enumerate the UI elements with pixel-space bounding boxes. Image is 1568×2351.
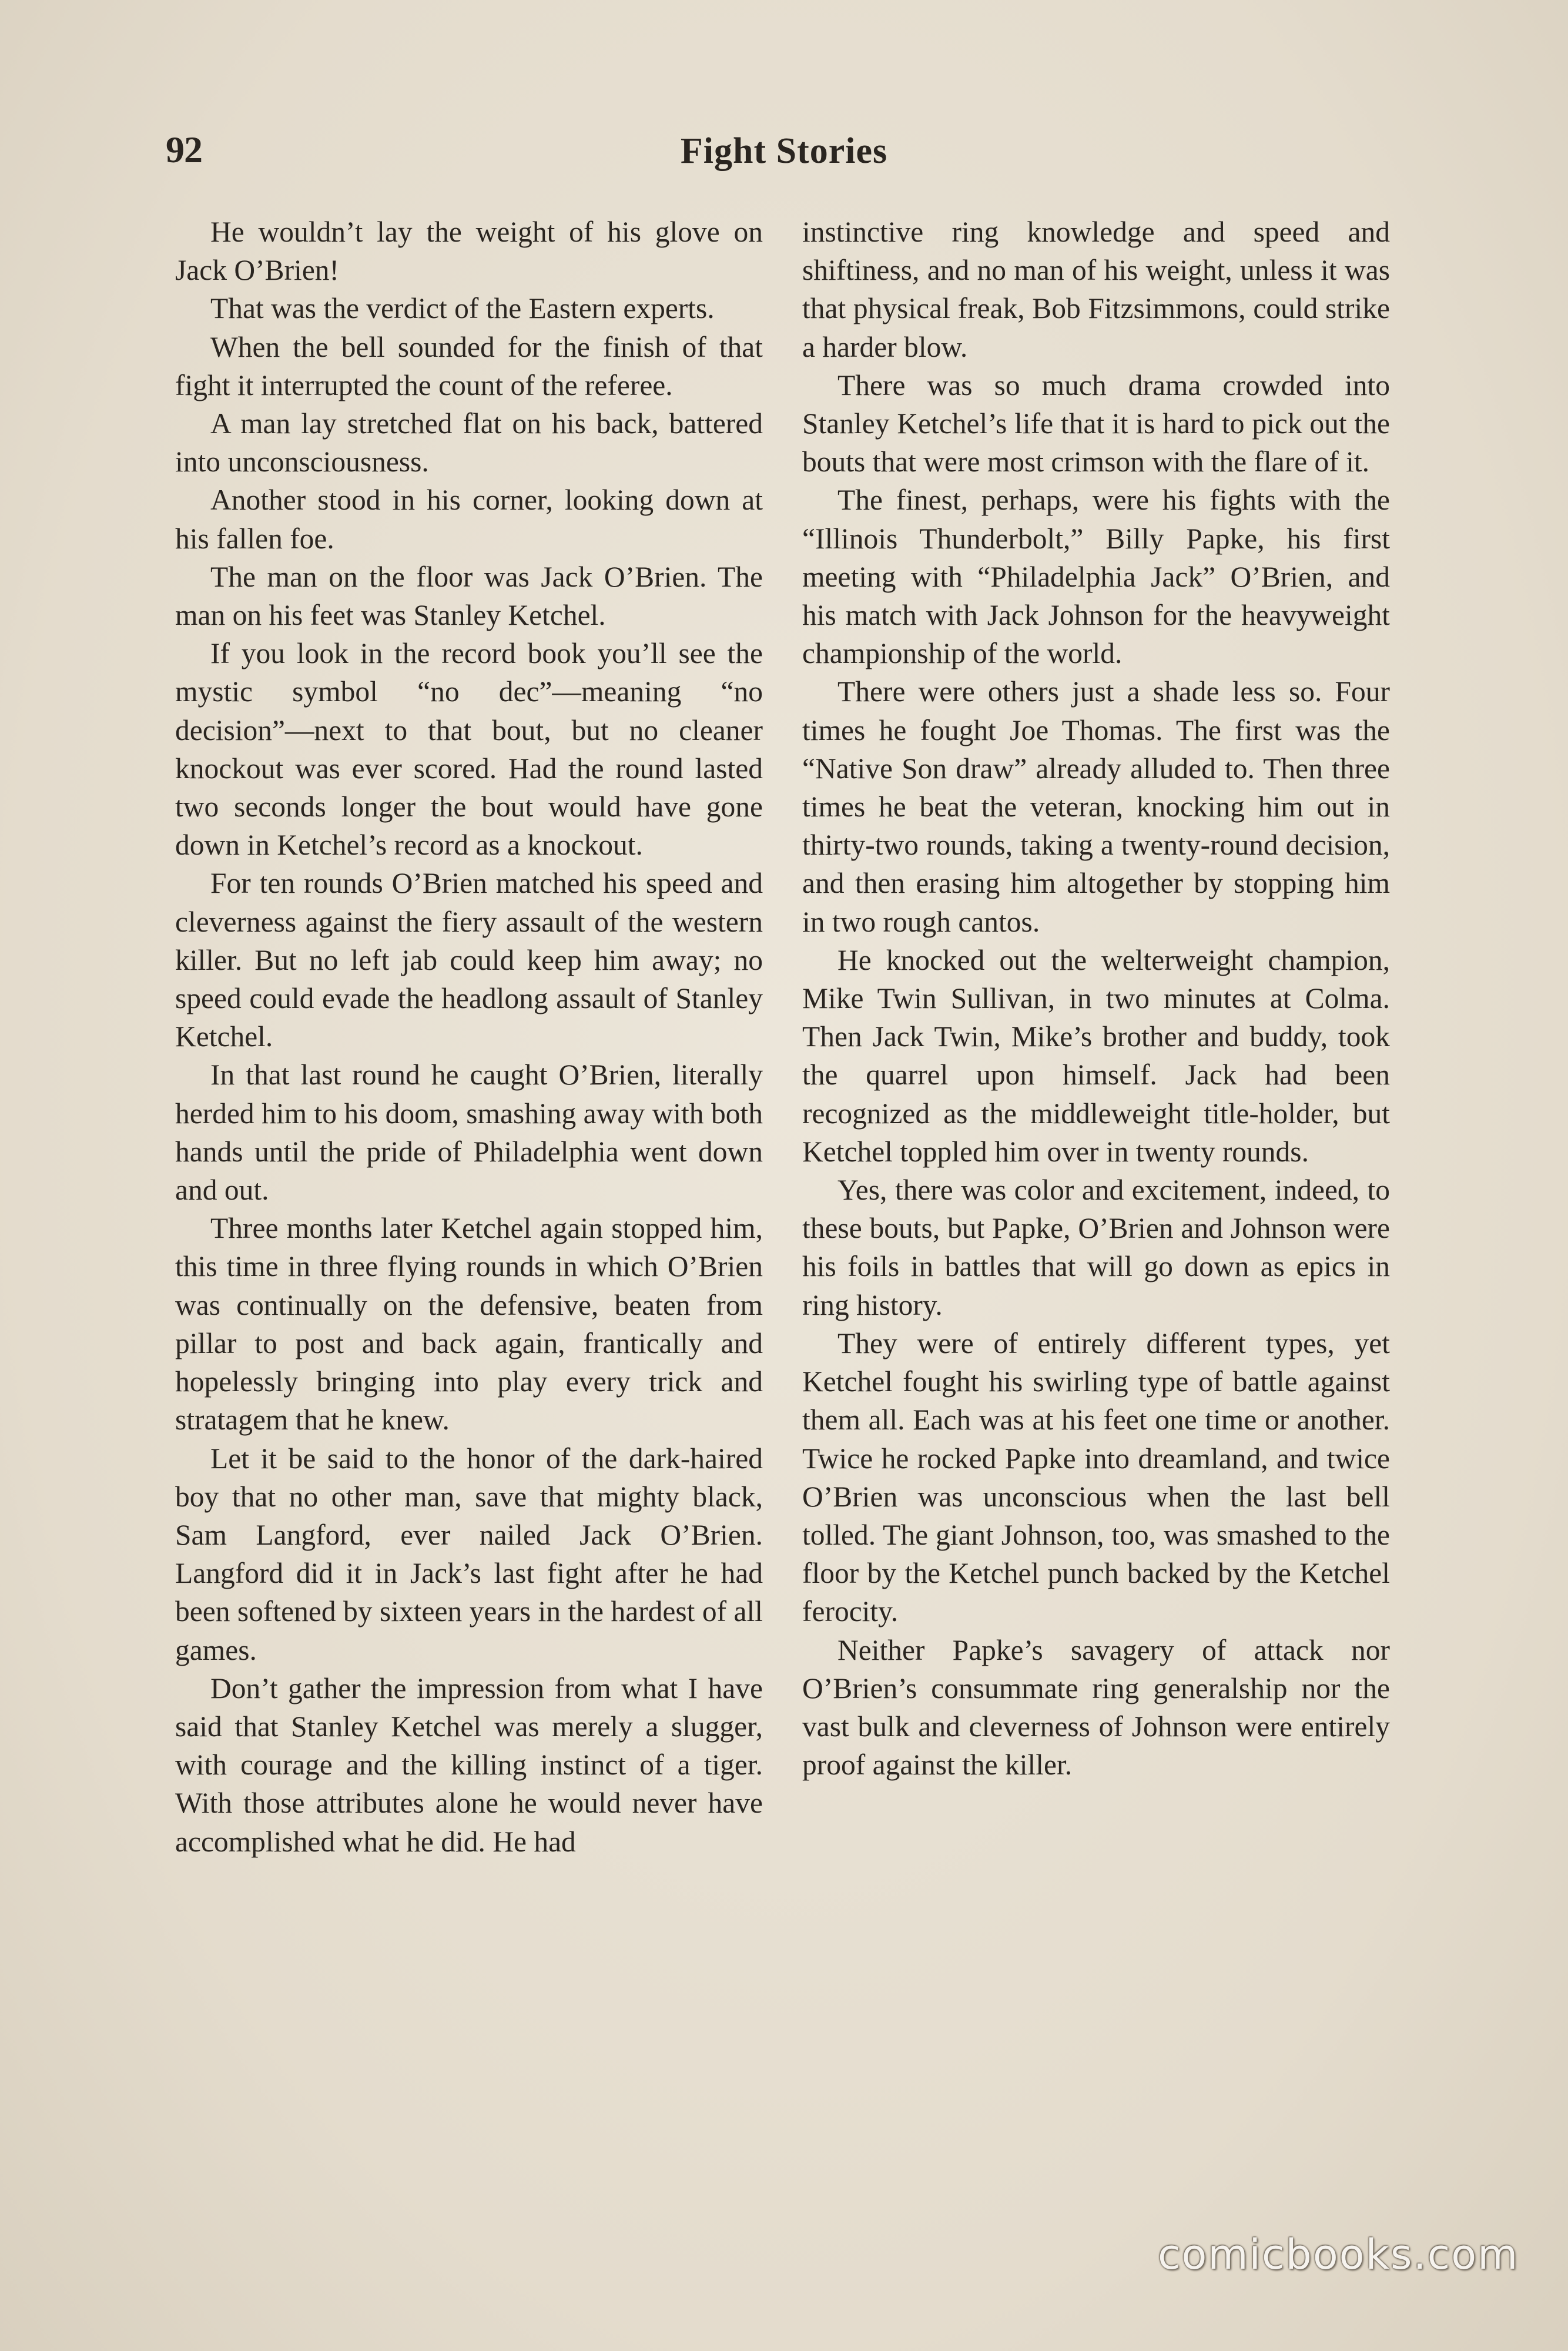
paragraph: There was so much drama crowded into Stanley Ketchel’s life that it is hard to pick out the bouts that were most crimson with the flare of it. bbox=[802, 369, 1390, 478]
paragraph: Yes, there was color and excitement, indeed, to these bouts, but Papke, O’Brien and Johnson were his foils in battles that will go down as epics in ring history. bbox=[802, 1174, 1390, 1321]
paragraph: For ten rounds O’Brien matched his speed and cleverness against the fiery assault of the western killer. But no left jab could keep him away; no speed could evade the headlong assault of Stanley Ketchel. bbox=[175, 867, 763, 1053]
paragraph: In that last round he caught O’Brien, literally herded him to his doom, smashing away with both hands until the pride of Philadelphia went down and out. bbox=[175, 1059, 763, 1207]
paragraph: He wouldn’t lay the weight of his glove on Jack O’Brien! bbox=[175, 216, 763, 287]
watermark-logo: comicbooks.com bbox=[1158, 2231, 1519, 2279]
paragraph: Another stood in his corner, looking down at his fallen foe. bbox=[175, 484, 763, 555]
right-column bbox=[802, 213, 1390, 1784]
paragraph: When the bell sounded for the finish of that fight it interrupted the count of the referee. bbox=[175, 330, 763, 401]
paragraph: They were of entirely different types, yet Ketchel fought his swirling type of battle against them all. Each was at his feet one time or another. Twice he rocked Papke into dreamland, and twice O’Brien was unconscious when the last bell tolled. The giant Johnson, too, was smashed to the floor by the Ketchel punch backed by the Ketchel ferocity. bbox=[802, 1327, 1390, 1628]
paragraph: There were others just a shade less so. Four times he fought Joe Thomas. The first was the “Native Son draw” already alluded to. Then three times he beat the veteran, knocking him out in thirty-two rounds, taking a twenty-round decision, and then erasing him altogether by stopping him in two rough cantos. bbox=[802, 675, 1390, 938]
paragraph: If you look in the record book you’ll see the mystic symbol “no dec”—meaning “no decision”—next to that bout, but no cleaner knockout was ever scored. Had the round lasted two seconds longer the bout would have gone down in Ketchel’s record as a knockout. bbox=[175, 637, 763, 862]
paragraph: A man lay stretched flat on his back, battered into unconsciousness. bbox=[175, 407, 763, 478]
paragraph: That was the verdict of the Eastern experts. bbox=[210, 292, 715, 325]
paragraph: Three months later Ketchel again stopped him, this time in three flying rounds in which O’Brien was continually on the defensive, beaten from pillar to post and back again, frantically and hopelessly bringing into play every trick and stratagem that he knew. bbox=[175, 1212, 763, 1436]
paragraph: The finest, perhaps, were his fights with the “Illinois Thunderbolt,” Billy Papke, his first meeting with “Philadelphia Jack” O’Brien, and his match with Jack Johnson for the heavyweight championship of the world. bbox=[802, 484, 1390, 670]
running-title: Fight Stories bbox=[680, 131, 888, 171]
paragraph: The man on the floor was Jack O’Brien. The man on his feet was Stanley Ketchel. bbox=[175, 560, 763, 632]
paragraph: Don’t gather the impression from what I have said that Stanley Ketchel was merely a slugger, with courage and the killing instinct of a tiger. With those attributes alone he would never have accomplished what he did. He had bbox=[175, 1672, 763, 1858]
paragraph: Neither Papke’s savagery of attack nor O’Brien’s consummate ring generalship nor the vast bulk and cleverness of Johnson were entirely proof against the killer. bbox=[802, 1633, 1390, 1781]
page-number: 92 bbox=[166, 129, 202, 170]
page-header bbox=[0, 128, 1568, 193]
left-column bbox=[175, 213, 763, 1861]
paragraph: He knocked out the welterweight champion, Mike Twin Sullivan, in two minutes at Colma. Then Jack Twin, Mike’s brother and buddy, took the quarrel upon himself. Jack had been recognized as the middleweight title-holder, but Ketchel toppled him over in twenty rounds. bbox=[802, 943, 1390, 1168]
paragraph: Let it be said to the honor of the dark-haired boy that no other man, save that mighty black, Sam Langford, ever nailed Jack O’Brien. Langford did it in Jack’s last fight after he had been softened by sixteen years in the hardest of all games. bbox=[175, 1442, 763, 1666]
paragraph-continued: instinctive ring knowledge and speed and shiftiness, and no man of his weight, unless it was that physical freak, Bob Fitzsimmons, could strike a harder blow. bbox=[802, 216, 1390, 363]
